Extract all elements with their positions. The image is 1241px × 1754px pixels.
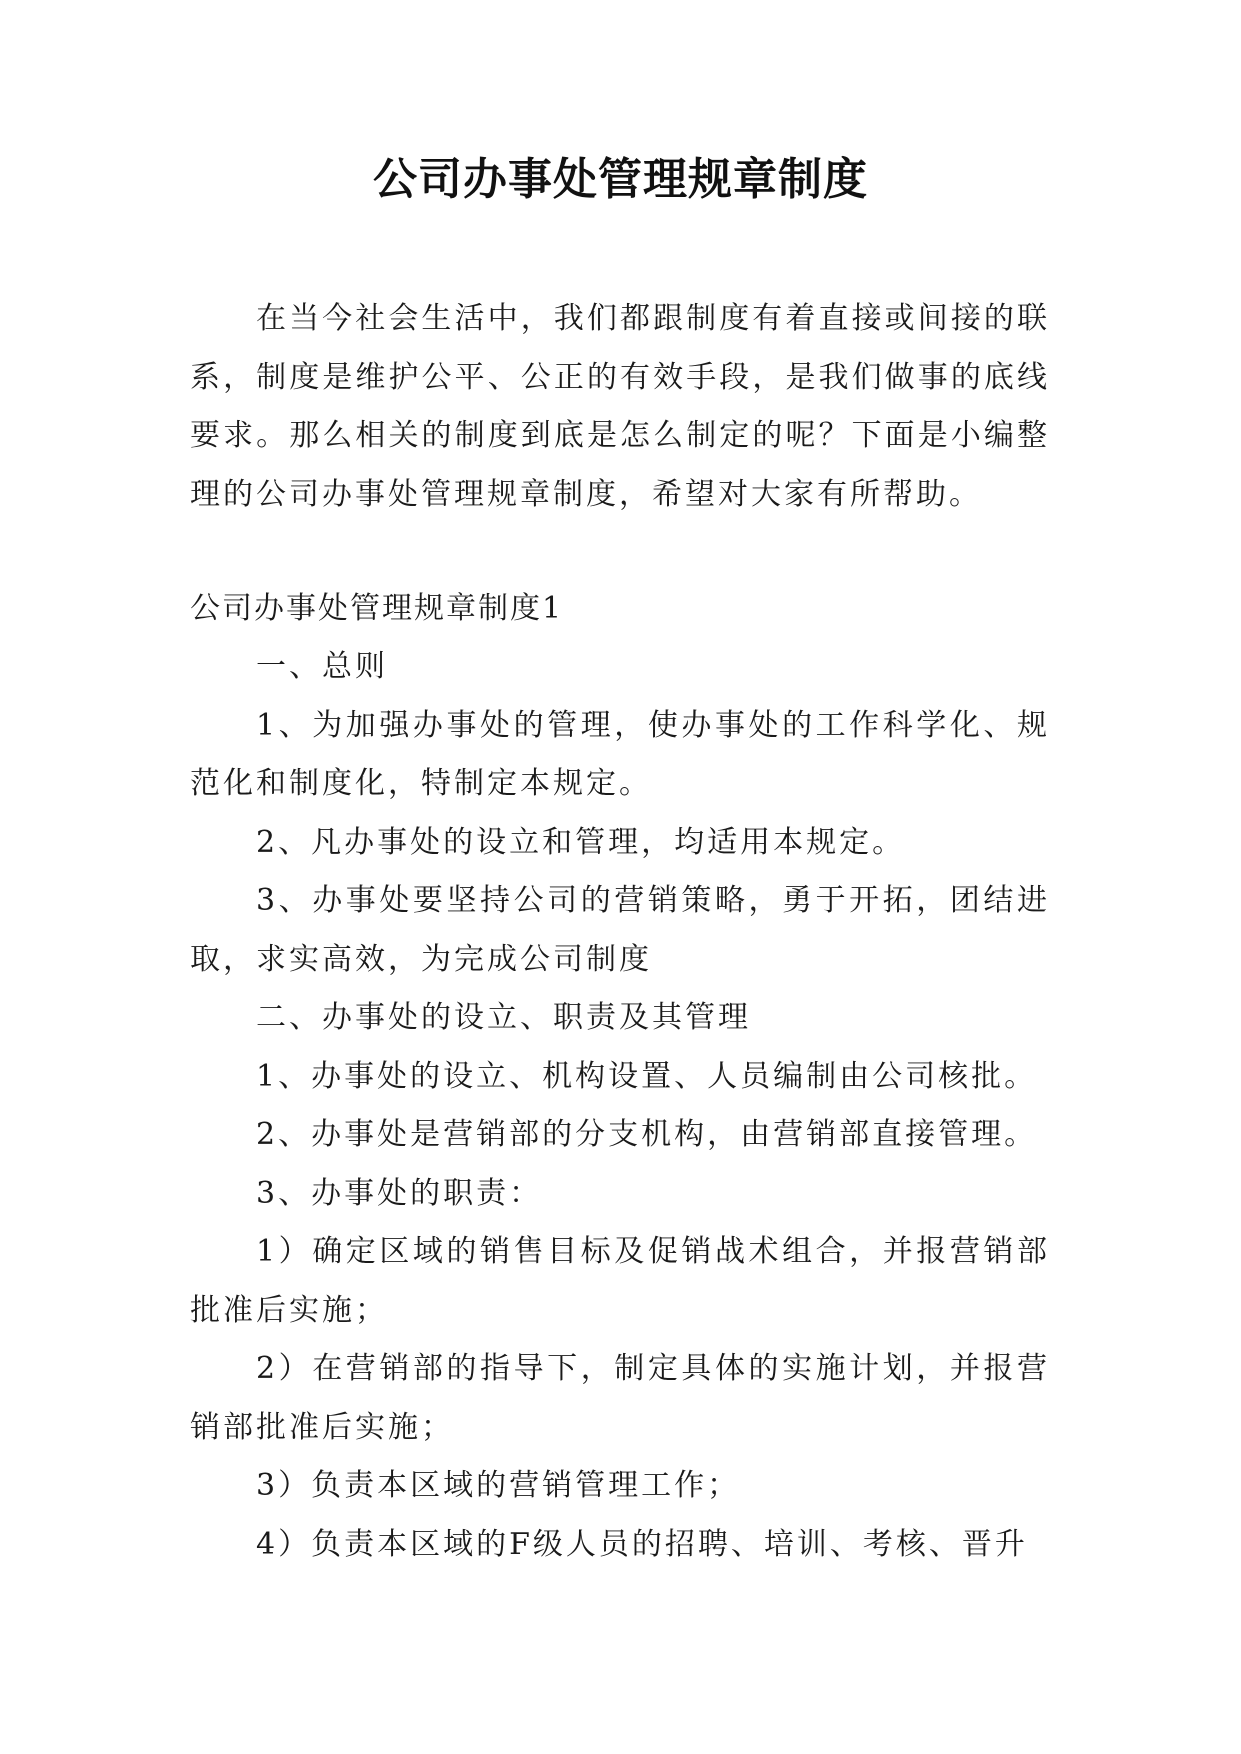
clause-paragraph: 3、办事处的职责： <box>256 1175 543 1211</box>
sub-clause-paragraph: 2）在营销部的指导下，制定具体的实施计划，并报营销部批准后实施； <box>190 1351 1050 1445</box>
sub-clause-paragraph: 1）确定区域的销售目标及促销战术组合，并报营销部批准后实施； <box>190 1234 1050 1328</box>
clause-paragraph: 1、为加强办事处的管理，使办事处的工作科学化、规范化和制度化，特制定本规定。 <box>190 707 1050 801</box>
sub-clause-paragraph: 4）负责本区域的F级人员的招聘、培训、考核、晋升 <box>256 1526 1028 1562</box>
clause-paragraph: 3、办事处要坚持公司的营销策略，勇于开拓，团结进取，求实高效，为完成公司制度 <box>190 883 1050 977</box>
clause-paragraph: 1、办事处的设立、机构设置、人员编制由公司核批。 <box>256 1058 1038 1094</box>
section-heading: 公司办事处管理规章制度1 <box>190 591 564 626</box>
heading-general-principles: 一、总则 <box>256 649 388 684</box>
section-body <box>190 638 1050 1574</box>
clause-paragraph: 2、凡办事处的设立和管理，均适用本规定。 <box>256 824 906 860</box>
document-title: 公司办事处管理规章制度 <box>373 154 868 205</box>
intro-paragraph: 在当今社会生活中，我们都跟制度有着直接或间接的联系，制度是维护公平、公正的有效手段，是我们做事的底线要求。那么相关的制度到底是怎么制定的呢？下面是小编整理的公司办事处管理规章制度，希望对大家有所帮助。 <box>190 301 1050 512</box>
heading-office-duties: 二、办事处的设立、职责及其管理 <box>256 1000 751 1035</box>
clause-paragraph: 2、办事处是营销部的分支机构，由营销部直接管理。 <box>256 1117 1038 1152</box>
sub-clause-paragraph: 3）负责本区域的营销管理工作； <box>256 1468 741 1503</box>
